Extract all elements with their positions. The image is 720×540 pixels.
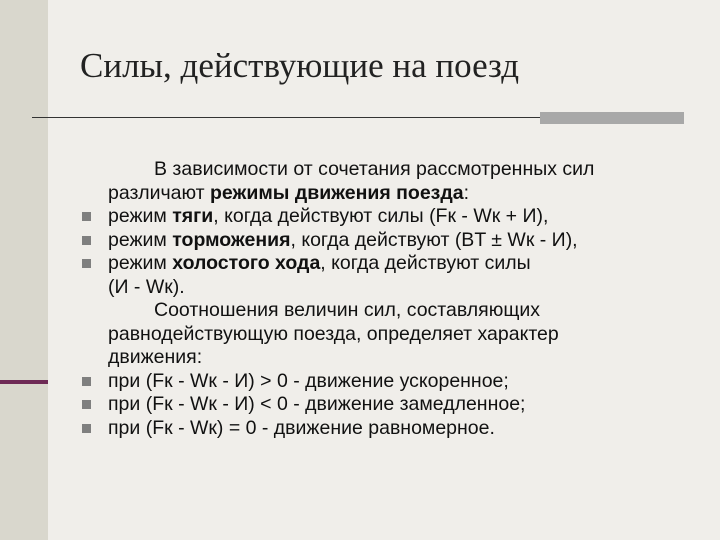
square-bullet-icon	[82, 377, 91, 386]
mode-bold: тяги	[172, 205, 214, 227]
relation-text-2: равнодействующую поезда, определяет характер	[108, 322, 559, 345]
condition-item-accelerating	[82, 370, 702, 394]
relation-text-1: Соотношения величин сил, составляющих	[154, 299, 541, 321]
condition-item-decelerating	[82, 393, 702, 417]
relation-line-2	[82, 323, 702, 347]
mode-pre: режим	[108, 228, 173, 251]
condition-text: при (Fк - Wк - И) > 0 - движение ускоренное;	[108, 369, 509, 392]
mode-pre: режим	[108, 205, 173, 227]
relation-text-3: движения:	[108, 346, 203, 368]
mode-pre: режим	[108, 252, 173, 274]
square-bullet-icon	[82, 212, 91, 221]
intro-line-1	[82, 158, 702, 182]
slide-title: Силы, действующие на поезд	[80, 46, 520, 85]
mode-coasting-continuation	[82, 276, 702, 300]
square-bullet-icon	[82, 259, 91, 268]
mode-continuation-text: (И - Wк).	[108, 275, 185, 298]
intro-text-2-post: :	[463, 181, 470, 204]
square-bullet-icon	[82, 424, 91, 433]
square-bullet-icon	[82, 400, 91, 409]
intro-text-1: В зависимости от сочетания рассмотренных сил	[154, 158, 595, 180]
mode-bold: торможения	[172, 228, 291, 251]
left-decorative-bar	[0, 0, 48, 540]
condition-text: при (Fк - Wк) = 0 - движение равномерное.	[108, 416, 495, 439]
mode-item-traction	[82, 205, 702, 229]
square-bullet-icon	[82, 236, 91, 245]
intro-text-2-pre: различают	[108, 181, 211, 204]
mode-item-braking	[82, 229, 702, 253]
intro-text-2-bold: режимы движения поезда	[210, 181, 464, 204]
mode-post: , когда действуют (BT ± Wк - И),	[290, 228, 578, 251]
mode-post: , когда действуют силы (Fк - Wк + И),	[213, 205, 549, 227]
mode-post: , когда действуют силы	[320, 252, 531, 274]
title-divider-block	[540, 112, 684, 124]
relation-line-3	[82, 346, 702, 370]
intro-line-2	[82, 182, 702, 206]
condition-text: при (Fк - Wк - И) < 0 - движение замедленное;	[108, 393, 526, 415]
left-accent-stripe	[0, 380, 48, 384]
mode-bold: холостого хода	[172, 252, 321, 274]
mode-item-coasting	[82, 252, 702, 276]
slide-body	[82, 158, 702, 440]
relation-line-1	[82, 299, 702, 323]
condition-item-uniform	[82, 417, 702, 441]
